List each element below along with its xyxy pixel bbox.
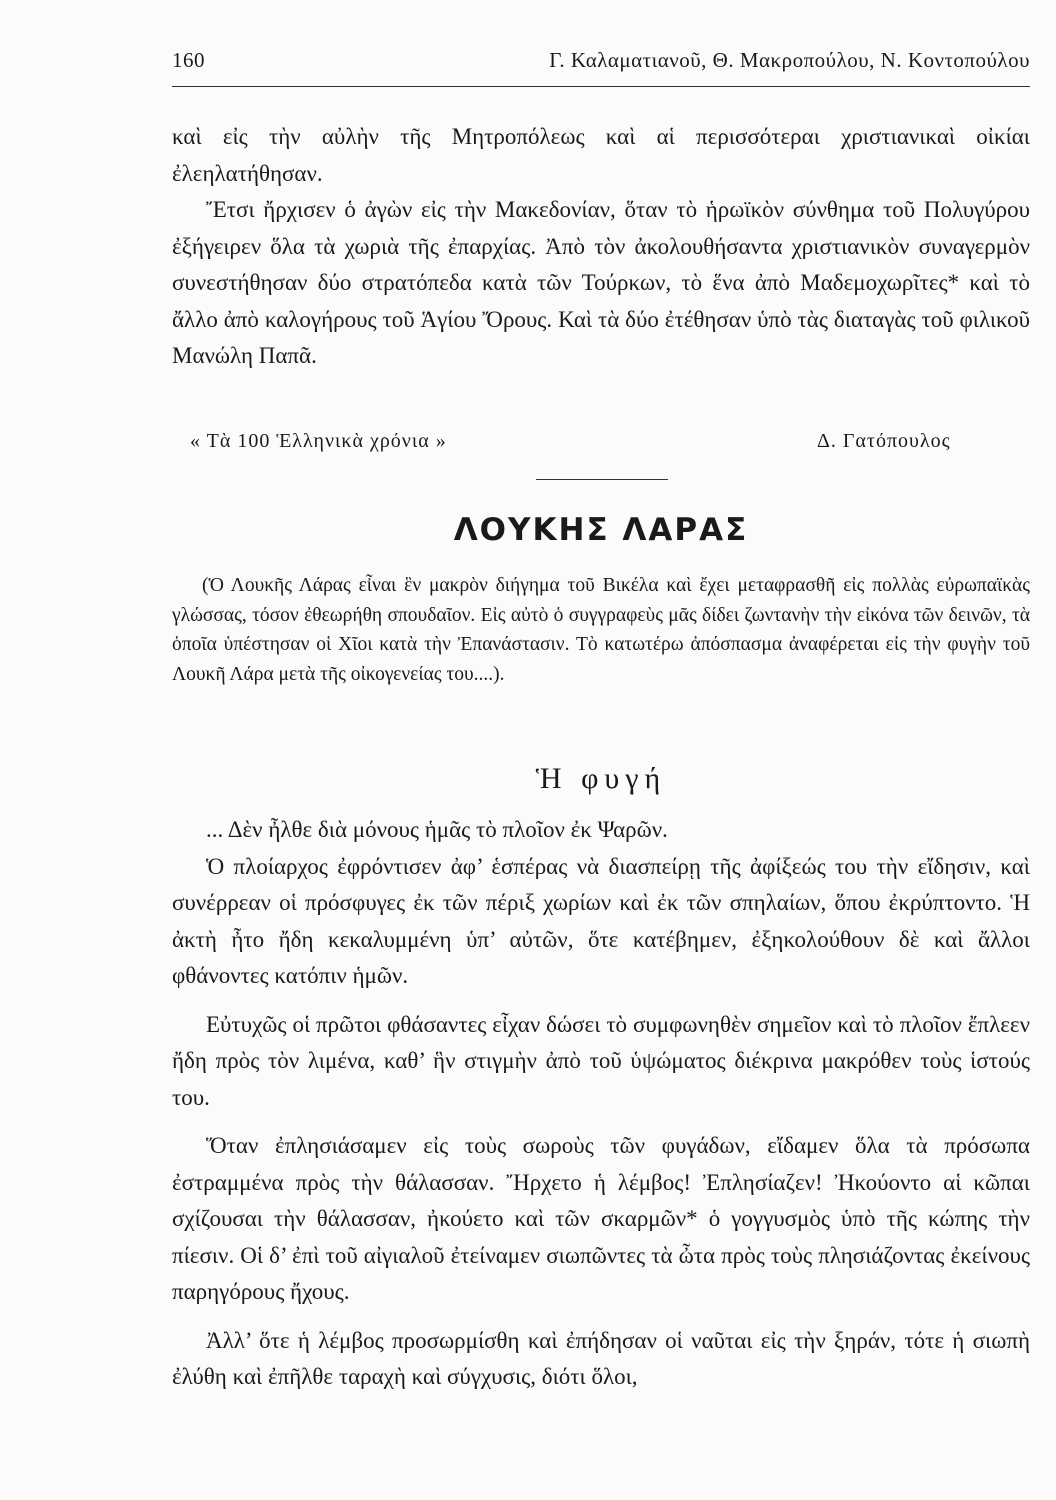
quote-source: « Τὰ 100 Ἑλληνικὰ χρόνια » [190, 430, 447, 452]
paragraph: Ἔτσι ἤρχισεν ὁ ἀγὼν εἰς τὴν Μακεδονίαν, ὅταν τὸ ἡρωϊκὸν σύνθημα τοῦ Πολυγύρου ἐξήγειρεν ὅλα τὰ χωριὰ τῆς ἐπαρχίας. Ἀπὸ τὸν ἀκολουθήσαντα χριστιανικὸν συναγερμὸν συνεστήθησαν δύο στρατόπεδα κατὰ τῶν Τούρκων, τὸ ἕνα ἀπὸ Μαδεμοχωρῖτες* καὶ τὸ ἄλλο ἀπὸ καλογήρους τοῦ Ἁγίου Ὄρους. Καὶ τὰ δύο ἐτέθησαν ὑπὸ τὰς διαταγὰς τοῦ φιλικοῦ Μανώλη Παπᾶ. [172, 197, 1030, 368]
intro-note-text: (Ὁ Λουκῆς Λάρας εἶναι ἓν μακρὸν διήγημα τοῦ Βικέλα καὶ ἔχει μεταφρασθῆ εἰς πολλὰς εὐρωπαϊκὰς γλώσσας, τόσον ἐθεωρήθη σπουδαῖον. Εἰς αὐτὸ ὁ συγγραφεὺς μᾶς δίδει ζωντανὴν τὴν εἰκόνα τῶν δεινῶν, τὰ ὁποῖα ὑπέστησαν οἱ Χῖοι κατὰ τὴν Ἐπανάστασιν. Τὸ κατωτέρω ἀπόσπασμα ἀναφέρεται εἰς τὴν φυγὴν τοῦ Λουκῆ Λάρα μετὰ τῆς οἰκογενείας του....). [172, 575, 1030, 685]
section-title: ΛΟΥΚΗΣ ΛΑΡΑΣ [453, 512, 749, 548]
intro-note [172, 571, 1030, 689]
paragraph: Ἀλλ’ ὅτε ἡ λέμβος προσωρμίσθη καὶ ἐπήδησαν οἱ ναῦται εἰς τὴν ξηράν, τότε ἡ σιωπὴ ἐλύθη καὶ ἐπῆλθε ταραχὴ καὶ σύγχυσις, διότι ὅλοι, [172, 1327, 1030, 1389]
paragraph: ... Δὲν ἦλθε διὰ μόνους ἡμᾶς τὸ πλοῖον ἐκ Ψαρῶν. [206, 817, 668, 842]
paragraph: καὶ εἰς τὴν αὐλὴν τῆς Μητροπόλεως καὶ αἱ περισσότεραι χριστιανικαὶ οἰκίαι ἐλεηλατήθησαν. [172, 124, 1030, 186]
running-head-authors: Γ. Καλαματιανοῦ, Θ. Μακροπούλου, Ν. Κοντοπούλου [549, 48, 1030, 72]
section-subtitle: Ἡ φυγή [535, 762, 667, 795]
header-rule [172, 86, 1030, 87]
paragraph: Ὅταν ἐπλησιάσαμεν εἰς τοὺς σωροὺς τῶν φυγάδων, εἴδαμεν ὅλα τὰ πρόσωπα ἐστραμμένα πρὸς τὴν θάλασσαν. Ἤρχετο ἡ λέμβος! Ἐπλησίαζεν! Ἠκούοντο αἱ κῶπαι σχίζουσαι τὴν θάλασσαν, ἠκούετο καὶ τῶν σκαρμῶν* ὁ γογγυσμὸς ὑπὸ τῆς κώπης τὴν πίεσιν. Οἱ δ’ ἐπὶ τοῦ αἰγιαλοῦ ἐτείναμεν σιωπῶντες τὰ ὦτα πρὸς τοὺς πλησιάζοντας ἐκείνους παρηγόρους ἤχους. [172, 1133, 1030, 1304]
top-passage [172, 119, 1030, 375]
section-separator [536, 479, 668, 480]
paragraph: Εὐτυχῶς οἱ πρῶτοι φθάσαντες εἶχαν δώσει τὸ συμφωνηθὲν σημεῖον καὶ τὸ πλοῖον ἔπλεεν ἤδη πρὸς τὸν λιμένα, καθ’ ἣν στιγμὴν ἀπὸ τοῦ ὑψώματος διέκρινα μακρόθεν τοὺς ἱστούς του. [172, 1011, 1030, 1110]
running-head [172, 48, 1030, 82]
paragraph: Ὁ πλοίαρχος ἐφρόντισεν ἀφ’ ἑσπέρας νὰ διασπείρῃ τῆς ἀφίξεώς του τὴν εἴδησιν, καὶ συνέρρεαν οἱ πρόσφυγες ἐκ τῶν πέριξ χωρίων καὶ ἐκ τῶν σπηλαίων, ὅπου ἐκρύπτοντο. Ἡ ἀκτὴ ἦτο ἤδη κεκαλυμμένη ὑπ’ αὐτῶν, ὅτε κατέβημεν, ἐξηκολούθουν δὲ καὶ ἄλλοι φθάνοντες κατόπιν ἡμῶν. [172, 853, 1030, 988]
story-text [172, 812, 1030, 1396]
quote-author: Δ. Γατόπουλος [817, 430, 951, 452]
page-number: 160 [172, 48, 205, 72]
